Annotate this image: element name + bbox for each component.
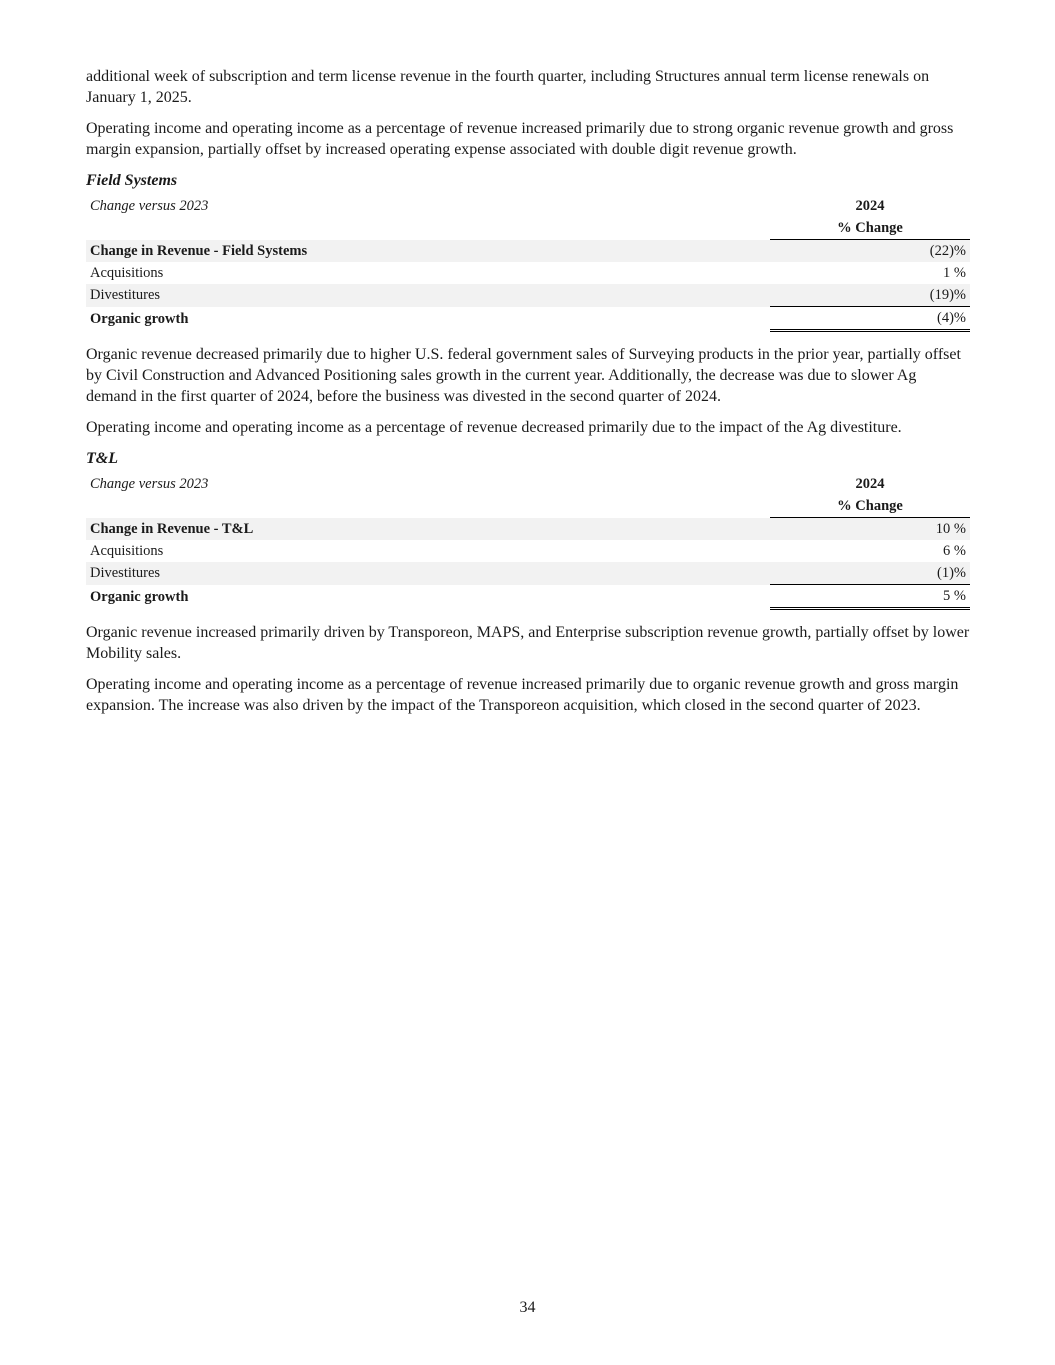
table-row: [86, 562, 970, 585]
row-label: Organic growth: [90, 588, 189, 605]
row-label: Change in Revenue - T&L: [86, 518, 770, 541]
row-label: Change in Revenue - Field Systems: [86, 240, 770, 263]
row-value: 6 %: [943, 543, 966, 559]
table-row: [86, 284, 970, 307]
page-number: 34: [519, 1299, 536, 1316]
percent-change-header: % Change: [770, 495, 970, 518]
row-value: (4)%: [770, 307, 970, 331]
table-row: [86, 518, 970, 541]
row-value: (22)%: [770, 240, 970, 263]
table-row: [86, 585, 970, 609]
table-caption: Change versus 2023: [90, 198, 209, 214]
table-caption: Change versus 2023: [90, 476, 209, 492]
table-row: [86, 307, 970, 331]
row-label: Acquisitions: [90, 543, 164, 559]
row-label: Divestitures: [86, 562, 770, 585]
row-label: Acquisitions: [90, 265, 164, 281]
table-row: [86, 240, 970, 263]
row-value: 1 %: [943, 265, 966, 281]
year-header: 2024: [855, 198, 885, 214]
percent-change-header: % Change: [770, 217, 970, 240]
table-header-row: [86, 495, 970, 518]
row-value: 5 %: [770, 585, 970, 609]
table-header-row: [86, 195, 970, 217]
field-systems-paragraph-2: Operating income and operating income as a percentage of revenue decreased primarily due to the impact of the Ag divestiture.: [86, 419, 902, 436]
year-header: 2024: [855, 476, 885, 492]
tl-title: T&L: [86, 450, 118, 467]
field-systems-table: [86, 195, 970, 332]
table-row: [86, 540, 970, 562]
field-systems-paragraph-1: Organic revenue decreased primarily due to higher U.S. federal government sales of Surveying products in the prior year, partially offset by Civil Construction and Advanced Positioning sales growth in the current year. Additionally, the decrease was due to slower Ag demand in the first quarter of 2024, before the business was divested in the second quarter of 2024.: [86, 346, 961, 405]
table-header-row: [86, 473, 970, 495]
row-value: (1)%: [770, 562, 970, 585]
tl-table: [86, 473, 970, 610]
row-label: Divestitures: [86, 284, 770, 307]
intro-paragraph-2: Operating income and operating income as a percentage of revenue increased primarily due to strong organic revenue growth and gross margin expansion, partially offset by increased operating expense associated with double digit revenue growth.: [86, 120, 954, 158]
intro-paragraph-1: additional week of subscription and term license revenue in the fourth quarter, including Structures annual term license renewals on January 1, 2025.: [86, 68, 930, 106]
tl-paragraph-1: Organic revenue increased primarily driven by Transporeon, MAPS, and Enterprise subscription revenue growth, partially offset by lower Mobility sales.: [86, 624, 970, 662]
tl-paragraph-2: Operating income and operating income as a percentage of revenue increased primarily due to organic revenue growth and gross margin expansion. The increase was also driven by the impact of the Transporeon acquisition, which closed in the second quarter of 2023.: [86, 676, 959, 714]
row-value: (19)%: [770, 284, 970, 307]
table-header-row: [86, 217, 970, 240]
row-label: Organic growth: [90, 310, 189, 327]
table-row: [86, 262, 970, 284]
field-systems-title: Field Systems: [86, 172, 178, 189]
page-content: [86, 66, 970, 726]
row-value: 10 %: [770, 518, 970, 541]
